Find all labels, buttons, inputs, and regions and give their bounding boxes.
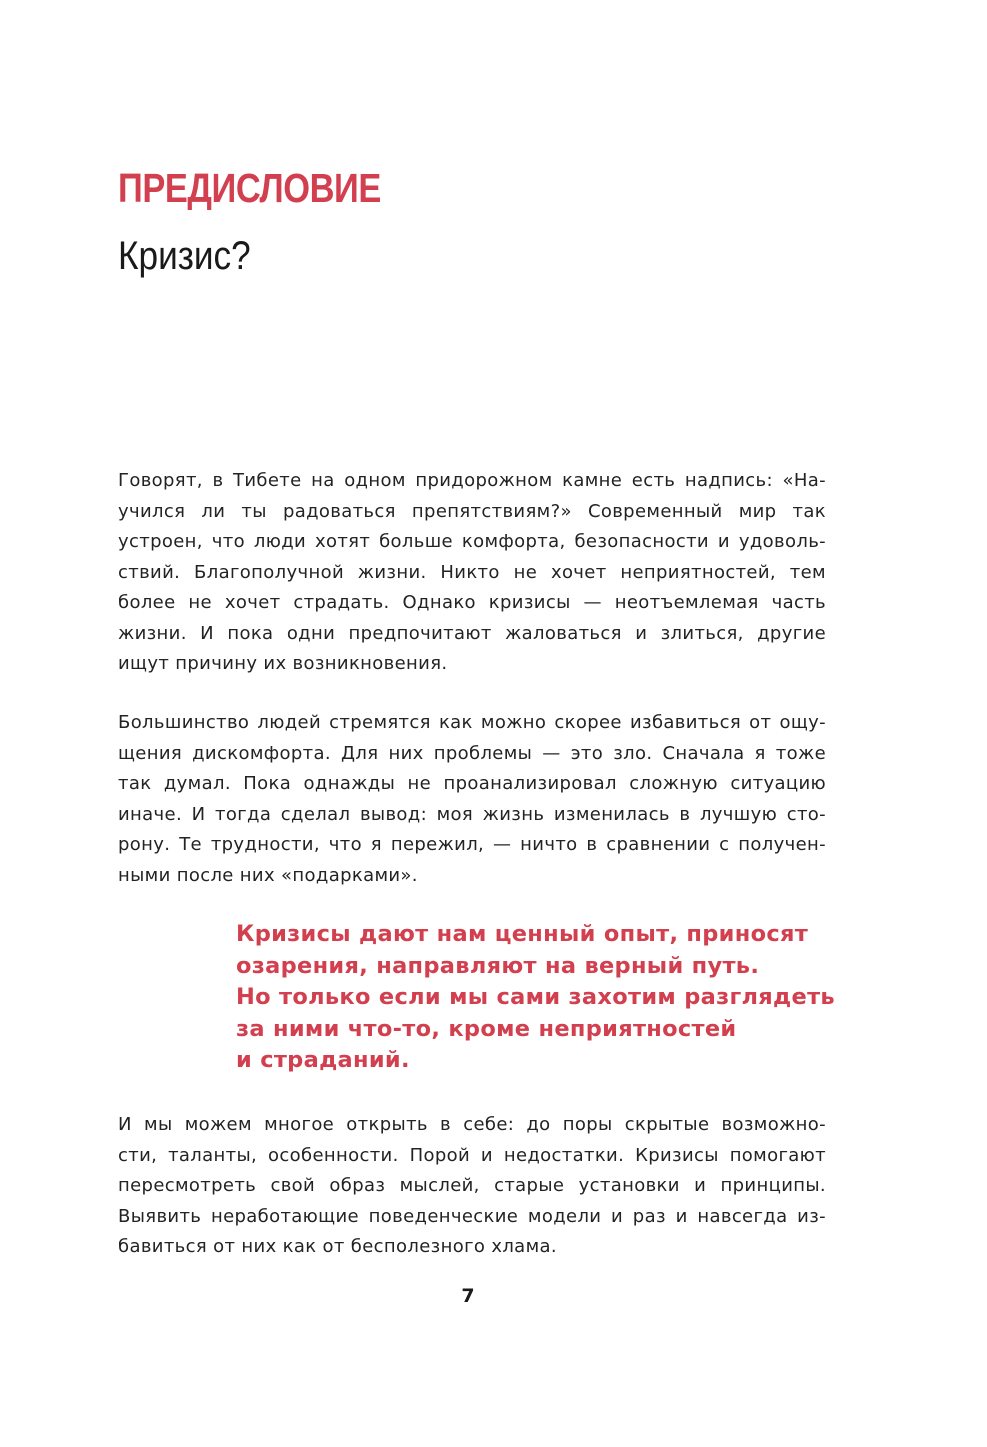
pull-quote xyxy=(236,919,836,1077)
text-line: ствий. Благополучной жизни. Никто не хочет неприятностей, тем xyxy=(118,561,826,583)
text-line: жизни. И пока одни предпочитают жаловаться и злиться, другие xyxy=(118,622,826,644)
text-line: ными после них «подарками». xyxy=(118,864,418,886)
text-line: бавиться от них как от бесполезного хлама. xyxy=(118,1236,557,1257)
pull-quote-line: за ними что-то, кроме неприятностей xyxy=(236,1015,737,1042)
text-line: щения дискомфорта. Для них проблемы — это зло. Сначала я тоже xyxy=(118,742,826,764)
text-line: пересмотреть свой образ мыслей, старые установки и принципы. xyxy=(118,1175,826,1196)
pull-quote-line: Кризисы дают нам ценный опыт, приносят xyxy=(236,921,809,947)
text-line: иначе. И тогда сделал вывод: моя жизнь изменилась в лучшую сто- xyxy=(118,803,826,825)
page-number: 7 xyxy=(461,1285,475,1307)
text-line: так думал. Пока однажды не проанализировал сложную ситуацию xyxy=(118,773,826,794)
pull-quote-line: и страданий. xyxy=(236,1047,410,1073)
text-line: Говорят, в Тибете на одном придорожном камне есть надпись: «На- xyxy=(118,470,826,491)
body-paragraph-3 xyxy=(118,1110,826,1263)
text-line: сти, таланты, особенности. Порой и недостатки. Кризисы помогают xyxy=(118,1144,826,1166)
text-line: И мы можем многое открыть в себе: до поры скрытые возможно- xyxy=(118,1114,826,1135)
pull-quote-line: озарения, направляют на верный путь. xyxy=(236,952,760,979)
text-line: Выявить неработающие поведенческие модели и раз и навсегда из- xyxy=(118,1205,826,1227)
text-line: учился ли ты радоваться препятствиям?» Современный мир так xyxy=(118,500,826,522)
body-paragraph-2 xyxy=(118,708,826,891)
chapter-label: ПРЕДИСЛОВИЕ xyxy=(118,165,381,211)
text-line: устроен, что люди хотят больше комфорта, безопасности и удоволь- xyxy=(118,531,826,552)
text-line: более не хочет страдать. Однако кризисы — неотъемлемая часть xyxy=(118,592,826,613)
body-paragraph-1 xyxy=(118,466,826,680)
chapter-title: Кризис? xyxy=(118,234,251,278)
text-line: рону. Те трудности, что я пережил, — ничто в сравнении с получен- xyxy=(118,834,826,855)
text-line: Большинство людей стремятся как можно скорее избавиться от ощу- xyxy=(118,712,826,733)
pull-quote-line: Но только если мы сами захотим разглядеть xyxy=(236,984,835,1010)
text-line: ищут причину их возникновения. xyxy=(118,653,448,674)
